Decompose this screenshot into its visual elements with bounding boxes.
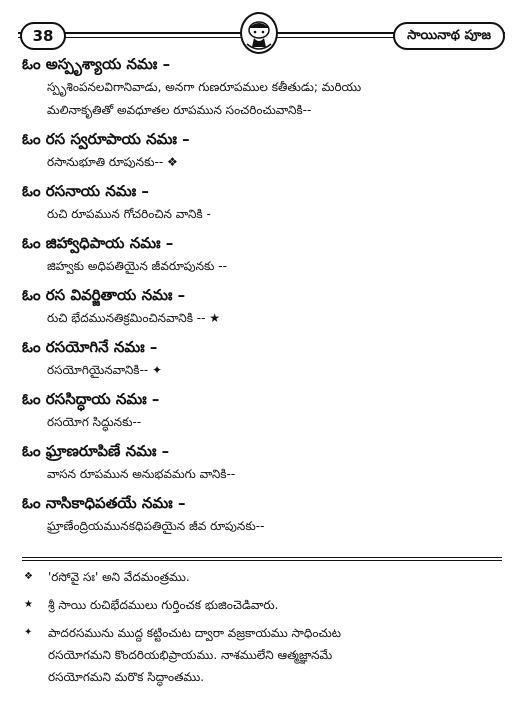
mantra-meaning: వాసన రూపమున అనుభవమగు వానికి-- <box>47 467 236 481</box>
footnotes <box>22 566 502 688</box>
mantra-meaning: రుచి భేదమునతిక్రమించినవానికి -- ★ <box>47 311 221 325</box>
mantra-meaning: రసయోగియైనవానికి-- ✦ <box>47 363 163 377</box>
footnote-marker-icon: ✦ <box>24 627 33 638</box>
mantra-line: ఓం అస్పృశ్యాయ నమః – <box>22 55 171 73</box>
mantra-meaning: జిహ్వకు అధిపతియైన జీవరూపునకు -- <box>47 259 227 273</box>
mantra-line: ఓం నాసికాధిపతయే నమః – <box>22 494 186 512</box>
mantra-meaning: స్పృశింపనలవిగానివాడు, అనగా గుణరూపముల కతీతుడు; మరియు <box>47 80 362 94</box>
mantra-entry <box>22 179 502 226</box>
footnote-line <box>22 566 502 588</box>
mantra-line: ఓం రససిద్ధాయ నమః – <box>22 390 160 408</box>
mantra-meaning: రుచి రూపమున గోచరించిన వానికి - <box>47 207 211 221</box>
mantra-line: ఓం రసయోగినే నమః – <box>22 338 158 356</box>
header-title: సాయినాథ పూజ <box>393 22 505 50</box>
mantra-line: ఓం రసనాయ నమః – <box>22 182 149 200</box>
footnote-line <box>22 666 502 688</box>
footnote-marker-icon: ★ <box>24 599 33 610</box>
mantra-meaning: మలినాకృతితో అవధూతల రూపమున సంచరించువానికి-- <box>47 103 312 117</box>
mantra-entry <box>22 52 502 122</box>
footnote-marker-icon: ❖ <box>24 571 33 582</box>
mantra-entry <box>22 127 502 174</box>
mantra-line: ఓం రస స్వరూపాయ నమః – <box>22 130 190 148</box>
sai-baba-portrait-icon <box>240 12 278 54</box>
footnote-divider-thin <box>22 560 502 561</box>
mantra-entry <box>22 283 502 330</box>
footnote-text: పాదరసమును ముద్ద కట్టించుట ద్వారా వజ్రకాయము సాధించుట <box>48 626 342 640</box>
mantra-meaning: రసానుభూతి రూపునకు-- ❖ <box>47 155 178 169</box>
footnote-line <box>22 594 502 616</box>
footnote-divider <box>22 557 502 558</box>
mantra-entry <box>22 387 502 434</box>
footnote-text: రసయోగమని కొందరియభిప్రాయము. నాశములేని ఆత్మజ్ఞానమే <box>48 648 333 662</box>
footnote-text: 'రసోవై సః' అని వేదమంత్రము. <box>48 570 190 584</box>
mantra-list <box>22 52 502 543</box>
mantra-line: ఓం ఘ్రాణరూపిణే నమః – <box>22 442 170 460</box>
page-header <box>18 10 505 54</box>
mantra-entry <box>22 439 502 486</box>
footnote-line <box>22 622 502 644</box>
mantra-entry <box>22 335 502 382</box>
mantra-line: ఓం రస వివర్జితాయ నమః – <box>22 286 186 304</box>
mantra-meaning: ఘ్రాణేంద్రియమునకధిపతియైన జీవ రూపునకు-- <box>47 519 265 533</box>
footnote-text: శ్రీ సాయి రుచిభేదములు గుర్తించక భుజించెడివారు. <box>48 598 279 612</box>
mantra-meaning: రసయోగ సిద్ధునకు-- <box>47 415 142 429</box>
mantra-entry <box>22 231 502 278</box>
mantra-line: ఓం జిహ్వాధిపాయ నమః – <box>22 234 174 252</box>
footnote-line <box>22 644 502 666</box>
page-number: 38 <box>20 22 66 50</box>
footnote-text: రసయోగమని మరొక సిద్ధాంతము. <box>48 670 205 684</box>
mantra-entry <box>22 491 502 538</box>
